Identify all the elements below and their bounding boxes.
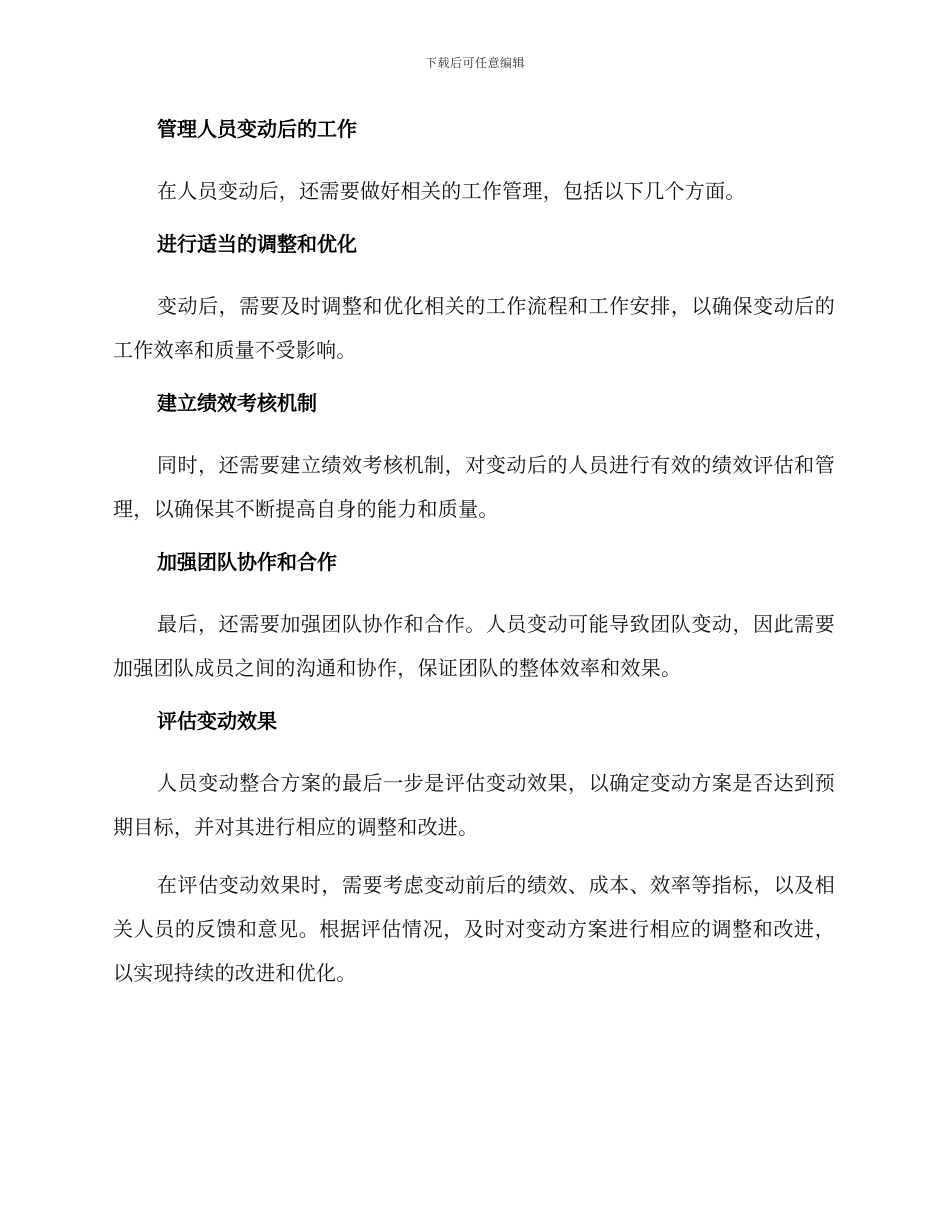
section-heading: 管理人员变动后的工作: [157, 117, 357, 141]
section-heading: 加强团队协作和合作: [157, 550, 337, 574]
section-heading: 评估变动效果: [157, 709, 277, 733]
paragraph: 变动后，需要及时调整和优化相关的工作流程和工作安排，以确保变动后的工作效率和质量不受影响。: [113, 294, 835, 362]
page-header: 下载后可任意编辑: [424, 56, 525, 70]
paragraph: 同时，还需要建立绩效考核机制，对变动后的人员进行有效的绩效评估和管理，以确保其不断提高自身的能力和质量。: [113, 453, 835, 521]
paragraph: 在人员变动后，还需要做好相关的工作管理，包括以下几个方面。: [157, 179, 746, 203]
paragraph: 最后，还需要加强团队协作和合作。人员变动可能导致团队变动，因此需要加强团队成员之间的沟通和协作，保证团队的整体效率和效果。: [113, 612, 835, 680]
paragraph: 人员变动整合方案的最后一步是评估变动效果，以确定变动方案是否达到预期目标，并对其进行相应的调整和改进。: [113, 771, 835, 839]
document-body: [113, 112, 835, 1009]
section-heading: 进行适当的调整和优化: [157, 232, 357, 256]
paragraph: 在评估变动效果时，需要考虑变动前后的绩效、成本、效率等指标，以及相关人员的反馈和意见。根据评估情况，及时对变动方案进行相应的调整和改进，以实现持续的改进和优化。: [113, 873, 835, 985]
section-heading: 建立绩效考核机制: [157, 391, 317, 415]
